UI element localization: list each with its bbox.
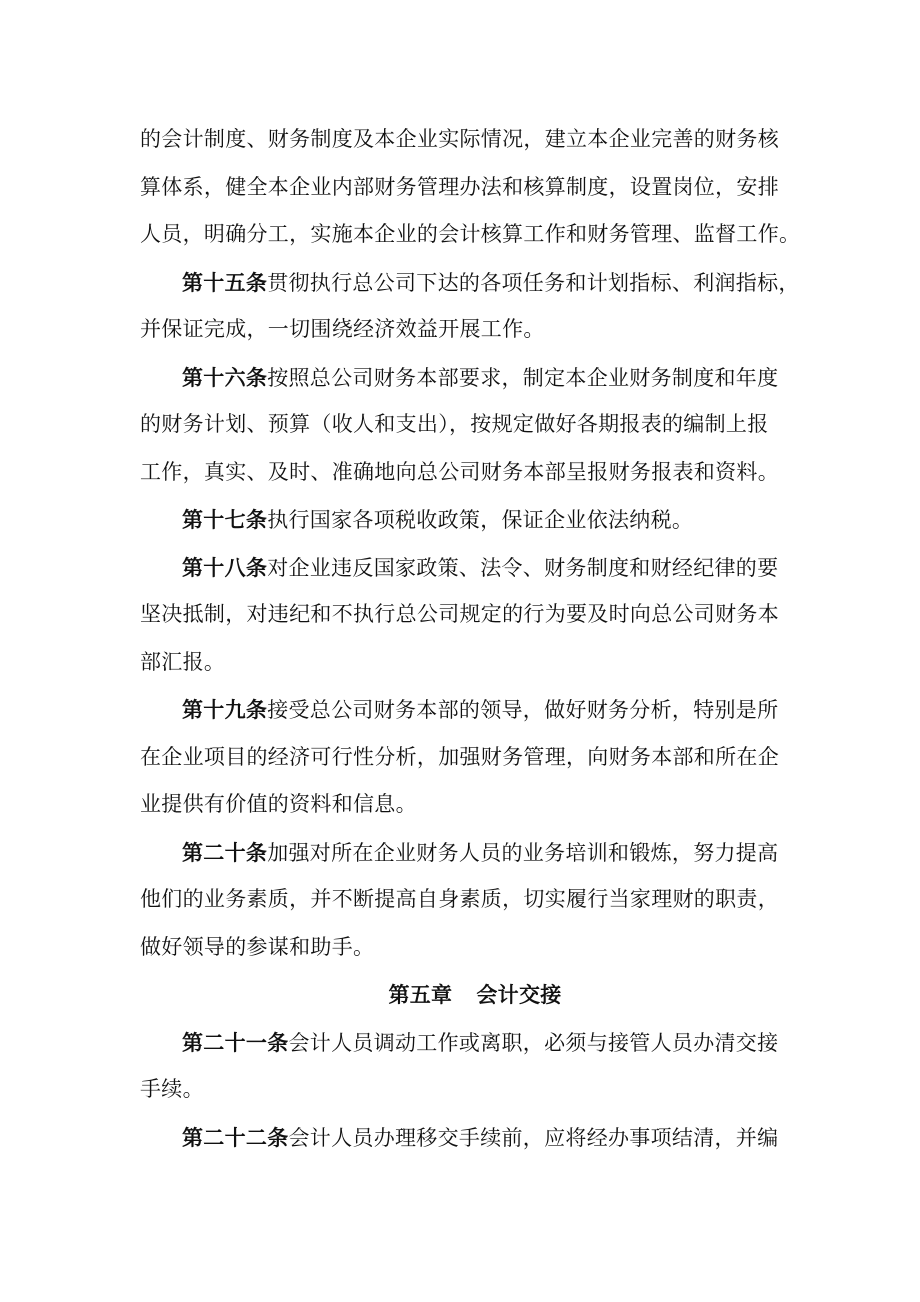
article-first-line: [140, 496, 800, 544]
text-line: 人员，明确分工，实施本企业的会计核算工作和财务管理、监督工作。: [140, 222, 801, 246]
article-label: 第十八条: [182, 554, 268, 580]
article-text: 接受总公司财务本部的领导，做好财务分析，特别是所: [267, 698, 779, 722]
article-text: 对企业违反国家政策、法令、财务制度和财经纪律的要: [267, 555, 779, 580]
article-first-line: [140, 1114, 800, 1162]
text-line: 手续。: [140, 1077, 204, 1101]
text-line: 业提供有价值的资料和信息。: [140, 792, 417, 816]
article-label: 第二十二条: [182, 1124, 289, 1150]
article-first-line: [140, 544, 800, 592]
document-page: [140, 116, 800, 1161]
article-21: [140, 1019, 800, 1114]
article-19: [140, 686, 800, 829]
article-text: 加强对所在企业财务人员的业务培训和锻炼，努力提高: [267, 840, 779, 865]
text-line: 坚决抵制，对违纪和不执行总公司规定的行为要及时向总公司财务本: [140, 602, 779, 626]
article-label: 第二十条: [182, 839, 268, 865]
article-18: [140, 544, 800, 687]
article-text: 贯彻执行总公司下达的各项任务和计划指标、利润指标，: [267, 270, 800, 295]
text-line: 部汇报。: [140, 649, 226, 674]
text-line: 并保证完成，一切围绕经济效益开展工作。: [140, 317, 545, 341]
article-first-line: [140, 829, 800, 877]
article-22: [140, 1114, 800, 1162]
article-16: [140, 354, 800, 497]
text-line: 的财务计划、预算（收人和支出），按规定做好各期报表的编制上报: [140, 412, 769, 436]
article-first-line: [140, 686, 800, 734]
article-label: 第十六条: [182, 364, 268, 390]
article-first-line: [140, 259, 800, 307]
chapter-title: 会计交接: [476, 982, 562, 1007]
text-line: 工作，真实、及时、准确地向总公司财务本部呈报财务报表和资料。: [140, 459, 779, 484]
text-line: 的会计制度、财务制度及本企业实际情况，建立本企业完善的财务核: [140, 127, 779, 151]
text-line: 他们的业务素质，并不断提高自身素质，切实履行当家理财的职责，: [140, 887, 779, 911]
article-first-line: [140, 354, 800, 402]
article-label: 第十七条: [182, 507, 268, 532]
article-text: 执行国家各项税收政策，保证企业依法纳税。: [267, 508, 694, 532]
text-line: 做好领导的参谋和助手。: [140, 934, 375, 959]
article-15: [140, 259, 800, 354]
article-17: [140, 496, 800, 544]
chapter-number: 第五章: [388, 982, 453, 1007]
paragraph-intro: [140, 116, 800, 259]
article-text: 会计人员办理移交手续前，应将经办事项结清，并编: [288, 1125, 779, 1150]
text-line: 算体系，健全本企业内部财务管理办法和核算制度，设置岗位，安排: [140, 174, 779, 199]
chapter-heading: [140, 971, 800, 1019]
article-text: 会计人员调动工作或离职，必须与接管人员办清交接: [288, 1030, 779, 1055]
text-line: 在企业项目的经济可行性分析，加强财务管理，向财务本部和所在企: [140, 744, 779, 769]
article-first-line: [140, 1019, 800, 1067]
article-text: 按照总公司财务本部要求，制定本企业财务制度和年度: [267, 365, 779, 390]
article-label: 第十九条: [182, 697, 268, 722]
article-label: 第二十一条: [182, 1029, 289, 1055]
article-label: 第十五条: [182, 269, 268, 295]
article-20: [140, 829, 800, 972]
